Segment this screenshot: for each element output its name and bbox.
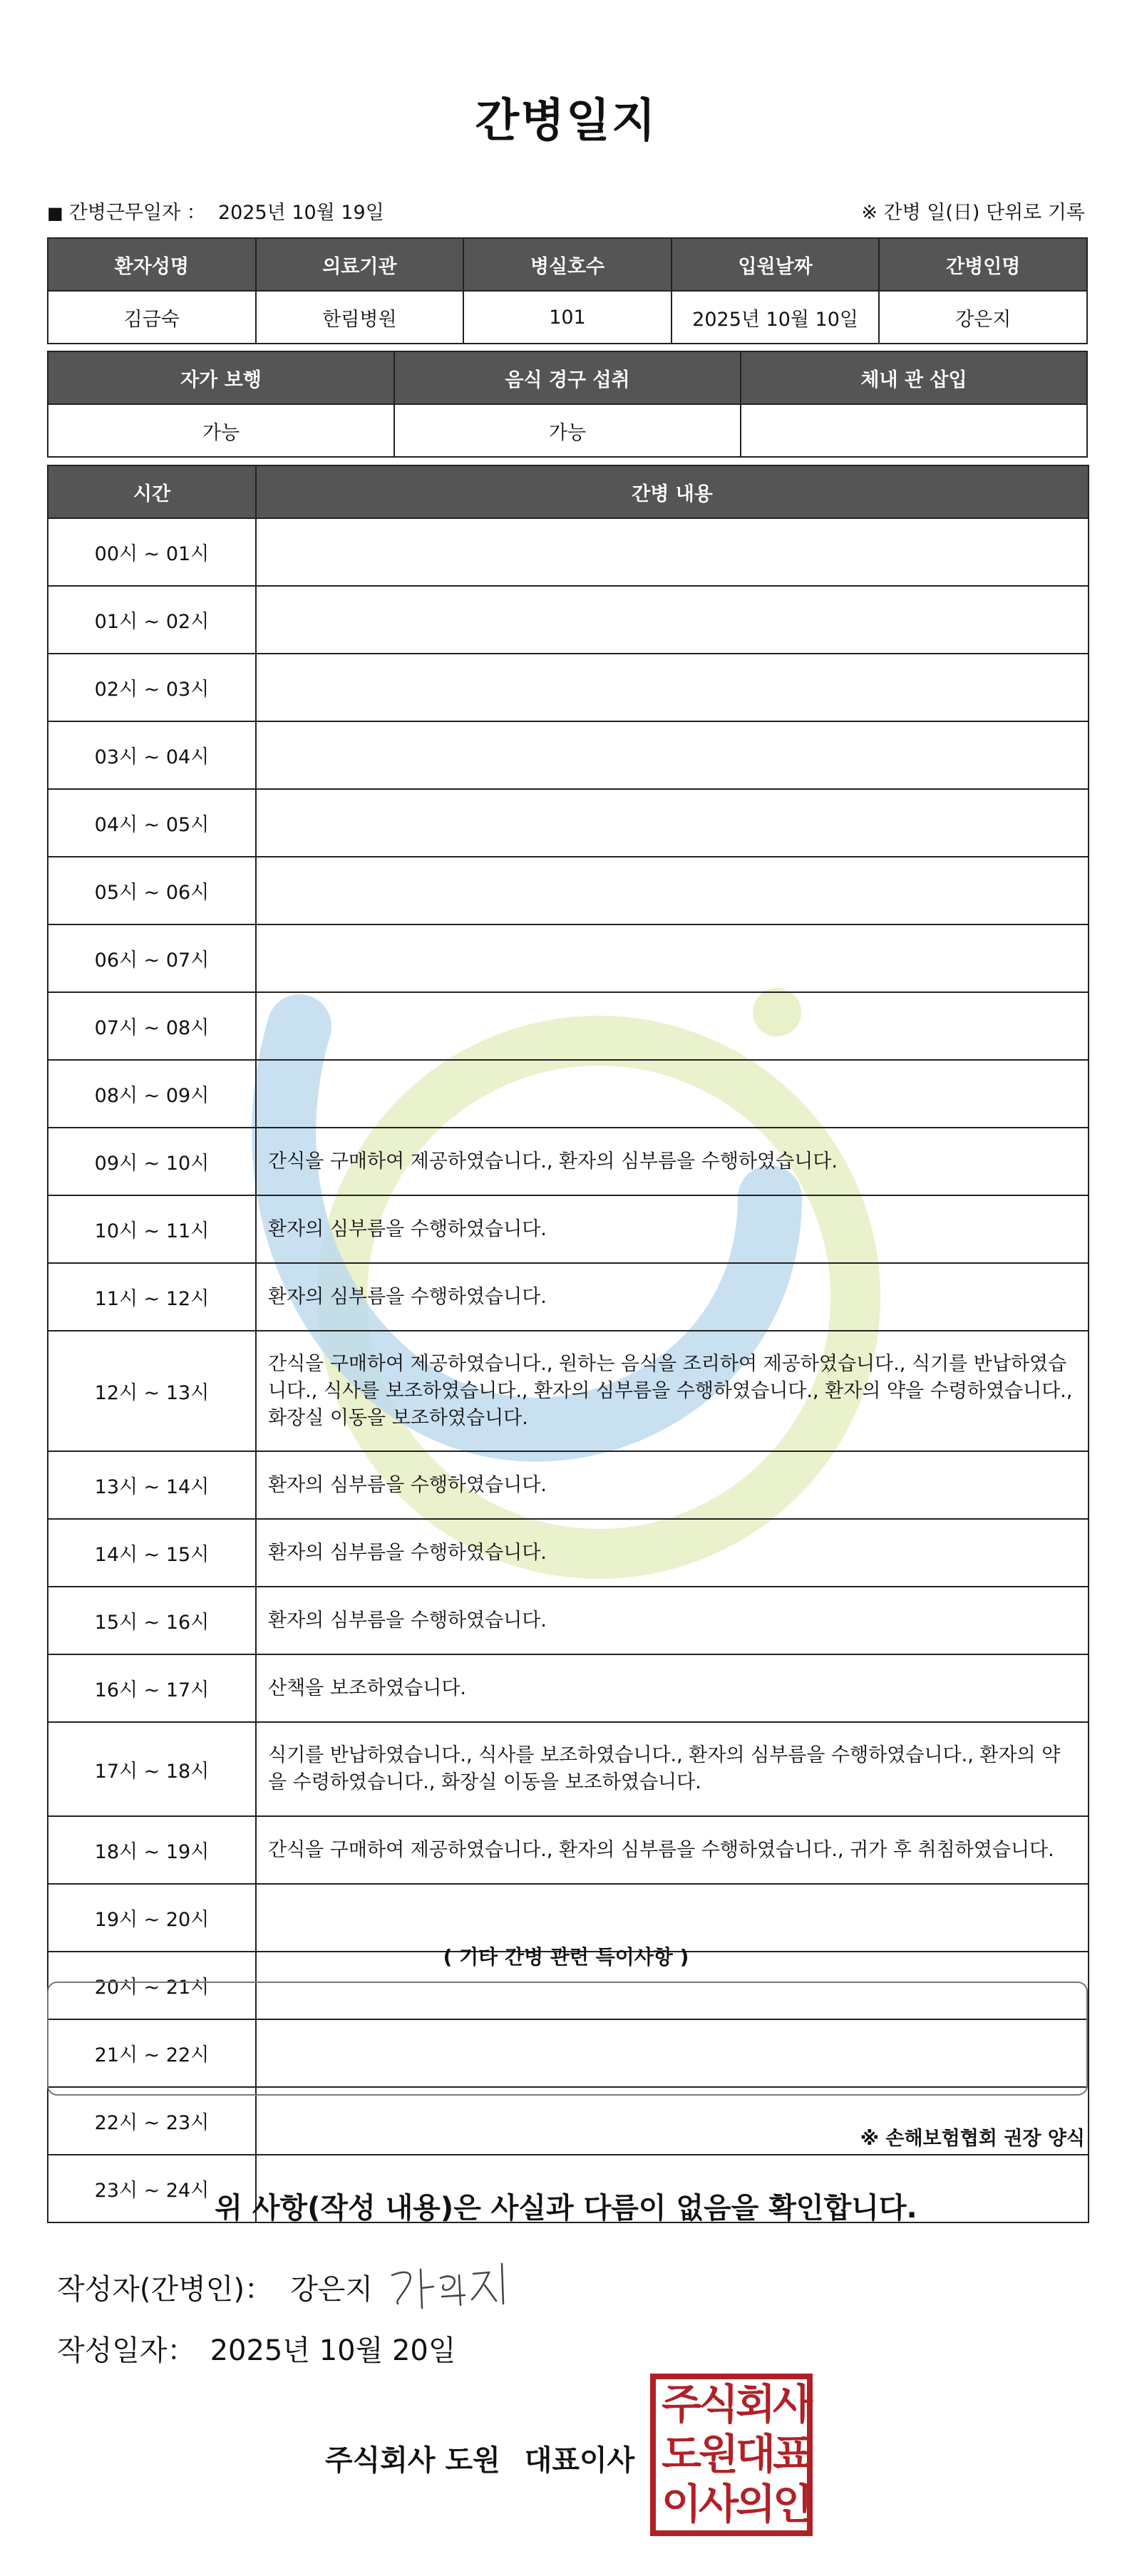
table-row bbox=[48, 654, 1089, 721]
seal-row bbox=[656, 2429, 813, 2479]
recommend-note: ※ 손해보험협회 권장 양식 bbox=[860, 2128, 1085, 2150]
hospital: 한림병원 bbox=[256, 291, 464, 344]
time-slot: 05시 ~ 06시 bbox=[48, 857, 256, 924]
table-row bbox=[48, 992, 1089, 1060]
time-slot: 06시 ~ 07시 bbox=[48, 924, 256, 992]
table-row bbox=[48, 1451, 1089, 1519]
company-name: 주식회사 도원 bbox=[325, 2444, 500, 2477]
care-content: 환자의 심부름을 수행하였습니다. bbox=[256, 1587, 1089, 1654]
seal-character: 식 bbox=[699, 2380, 739, 2428]
header-walking: 자가 보행 bbox=[48, 351, 394, 404]
handwritten-signature bbox=[385, 2254, 520, 2318]
table-row bbox=[48, 1587, 1089, 1654]
caregiver-name: 강은지 bbox=[879, 291, 1087, 344]
table-row bbox=[48, 586, 1089, 654]
seal-row bbox=[656, 2479, 813, 2529]
seal-character: 대 bbox=[736, 2430, 776, 2478]
table-row bbox=[48, 1519, 1089, 1587]
table-row bbox=[48, 1654, 1089, 1722]
care-content: 환자의 심부름을 수행하였습니다. bbox=[256, 1451, 1089, 1519]
time-slot: 16시 ~ 17시 bbox=[48, 1654, 256, 1722]
time-slot: 20시 ~ 21시 bbox=[48, 1952, 256, 2019]
header-time: 시간 bbox=[48, 465, 256, 518]
care-content: 산책을 보조하였습니다. bbox=[256, 1654, 1089, 1722]
seal-character: 도 bbox=[662, 2430, 702, 2478]
time-slot: 13시 ~ 14시 bbox=[48, 1451, 256, 1519]
notes-title: ( 기타 간병 관련 특이사항 ) bbox=[443, 1945, 689, 1969]
care-content bbox=[256, 654, 1089, 721]
care-content bbox=[256, 721, 1089, 789]
table-row bbox=[48, 1722, 1089, 1816]
time-slot: 02시 ~ 03시 bbox=[48, 654, 256, 721]
care-content bbox=[256, 586, 1089, 654]
patient-status-table bbox=[47, 351, 1088, 458]
time-slot: 22시 ~ 23시 bbox=[48, 2087, 256, 2155]
table-row bbox=[48, 518, 1089, 586]
care-content bbox=[256, 1060, 1089, 1128]
work-date-value: 2025년 10월 19일 bbox=[217, 202, 384, 224]
header-caregiver: 간병인명 bbox=[879, 238, 1087, 291]
header-room: 병실호수 bbox=[463, 238, 672, 291]
table-row bbox=[48, 721, 1089, 789]
square-bullet-icon: ■ bbox=[47, 203, 63, 223]
unit-note: ※ 간병 일(日) 단위로 기록 bbox=[861, 202, 1085, 224]
seal-character: 사 bbox=[773, 2380, 813, 2428]
header-hospital: 의료기관 bbox=[256, 238, 464, 291]
patient-info-table bbox=[47, 237, 1088, 344]
seal-character: 원 bbox=[699, 2430, 739, 2478]
seal-character: 의 bbox=[736, 2480, 776, 2528]
seal-character: 인 bbox=[773, 2480, 813, 2528]
seal-row bbox=[656, 2379, 813, 2429]
time-slot: 11시 ~ 12시 bbox=[48, 1263, 256, 1331]
writer-name: 강은지 bbox=[290, 2273, 373, 2306]
admission-date: 2025년 10월 10일 bbox=[672, 291, 880, 344]
time-slot: 19시 ~ 20시 bbox=[48, 1884, 256, 1952]
care-content: 간식을 구매하여 제공하였습니다., 환자의 심부름을 수행하였습니다. bbox=[256, 1128, 1089, 1195]
time-slot: 21시 ~ 22시 bbox=[48, 2019, 256, 2087]
header-care-content: 간병 내용 bbox=[256, 465, 1089, 518]
care-content bbox=[256, 857, 1089, 924]
care-content: 환자의 심부름을 수행하였습니다. bbox=[256, 1195, 1089, 1263]
time-slot: 03시 ~ 04시 bbox=[48, 721, 256, 789]
time-slot: 04시 ~ 05시 bbox=[48, 789, 256, 857]
room-number: 101 bbox=[463, 291, 672, 344]
header-oral-intake: 음식 경구 섭취 bbox=[394, 351, 741, 404]
confirm-statement: 위 사항(작성 내용)은 사실과 다름이 없음을 확인합니다. bbox=[215, 2192, 917, 2225]
time-slot: 14시 ~ 15시 bbox=[48, 1519, 256, 1587]
writer-line bbox=[57, 2267, 373, 2307]
patient-name: 김금숙 bbox=[48, 291, 256, 344]
seal-character: 회 bbox=[736, 2380, 776, 2428]
walking-status: 가능 bbox=[48, 404, 394, 457]
seal-character: 표 bbox=[773, 2430, 813, 2478]
written-date-line bbox=[57, 2328, 456, 2369]
seal-character: 사 bbox=[699, 2480, 739, 2528]
time-slot: 09시 ~ 10시 bbox=[48, 1128, 256, 1195]
care-content: 간식을 구매하여 제공하였습니다., 원하는 음식을 조리하여 제공하였습니다., 식기를 반납하였습니다., 식사를 보조하였습니다., 환자의 심부름을 수행하였습니다., 환자의 약을 수령하였습니다., 화장실 이동을 보조하였습니다. bbox=[256, 1331, 1089, 1451]
header-patient-name: 환자성명 bbox=[48, 238, 256, 291]
time-slot: 18시 ~ 19시 bbox=[48, 1816, 256, 1884]
header-tube: 체내 관 삽입 bbox=[741, 351, 1087, 404]
company-line bbox=[325, 2438, 634, 2478]
time-slot: 01시 ~ 02시 bbox=[48, 586, 256, 654]
tube-status bbox=[741, 404, 1087, 457]
company-seal bbox=[650, 2374, 813, 2536]
writer-label: 작성자(간병인)： bbox=[57, 2273, 274, 2306]
table-row bbox=[48, 1195, 1089, 1263]
header-admission-date: 입원날짜 bbox=[672, 238, 880, 291]
care-content: 식기를 반납하였습니다., 식사를 보조하였습니다., 환자의 심부름을 수행하였습니다., 환자의 약을 수령하였습니다., 화장실 이동을 보조하였습니다. bbox=[256, 1722, 1089, 1816]
care-content: 간식을 구매하여 제공하였습니다., 환자의 심부름을 수행하였습니다., 귀가 후 취침하였습니다. bbox=[256, 1816, 1089, 1884]
time-slot: 08시 ~ 09시 bbox=[48, 1060, 256, 1128]
written-date-label: 작성일자： bbox=[57, 2334, 196, 2367]
table-row bbox=[48, 924, 1089, 992]
care-content bbox=[256, 518, 1089, 586]
page-title: 간병일지 bbox=[475, 95, 657, 148]
table-row bbox=[48, 1816, 1089, 1884]
time-slot: 12시 ~ 13시 bbox=[48, 1331, 256, 1451]
seal-character: 주 bbox=[662, 2380, 702, 2428]
table-row bbox=[48, 857, 1089, 924]
care-content: 환자의 심부름을 수행하였습니다. bbox=[256, 1263, 1089, 1331]
notes-box bbox=[47, 1982, 1088, 2096]
work-date-label: 간병근무일자 ： bbox=[68, 202, 206, 224]
time-slot: 10시 ~ 11시 bbox=[48, 1195, 256, 1263]
care-content bbox=[256, 992, 1089, 1060]
written-date-value: 2025년 10월 20일 bbox=[210, 2334, 456, 2367]
work-date bbox=[47, 197, 384, 225]
care-content bbox=[256, 789, 1089, 857]
time-slot: 00시 ~ 01시 bbox=[48, 518, 256, 586]
care-content bbox=[256, 924, 1089, 992]
care-content: 환자의 심부름을 수행하였습니다. bbox=[256, 1519, 1089, 1587]
time-slot: 07시 ~ 08시 bbox=[48, 992, 256, 1060]
table-row bbox=[48, 1331, 1089, 1451]
table-row bbox=[48, 789, 1089, 857]
seal-character: 이 bbox=[662, 2480, 702, 2528]
table-row bbox=[48, 1263, 1089, 1331]
time-slot: 17시 ~ 18시 bbox=[48, 1722, 256, 1816]
table-row bbox=[48, 1128, 1089, 1195]
oral-intake-status: 가능 bbox=[394, 404, 741, 457]
time-slot: 23시 ~ 24시 bbox=[48, 2155, 256, 2222]
company-title: 대표이사 bbox=[524, 2444, 635, 2477]
time-slot: 15시 ~ 16시 bbox=[48, 1587, 256, 1654]
table-row bbox=[48, 1060, 1089, 1128]
